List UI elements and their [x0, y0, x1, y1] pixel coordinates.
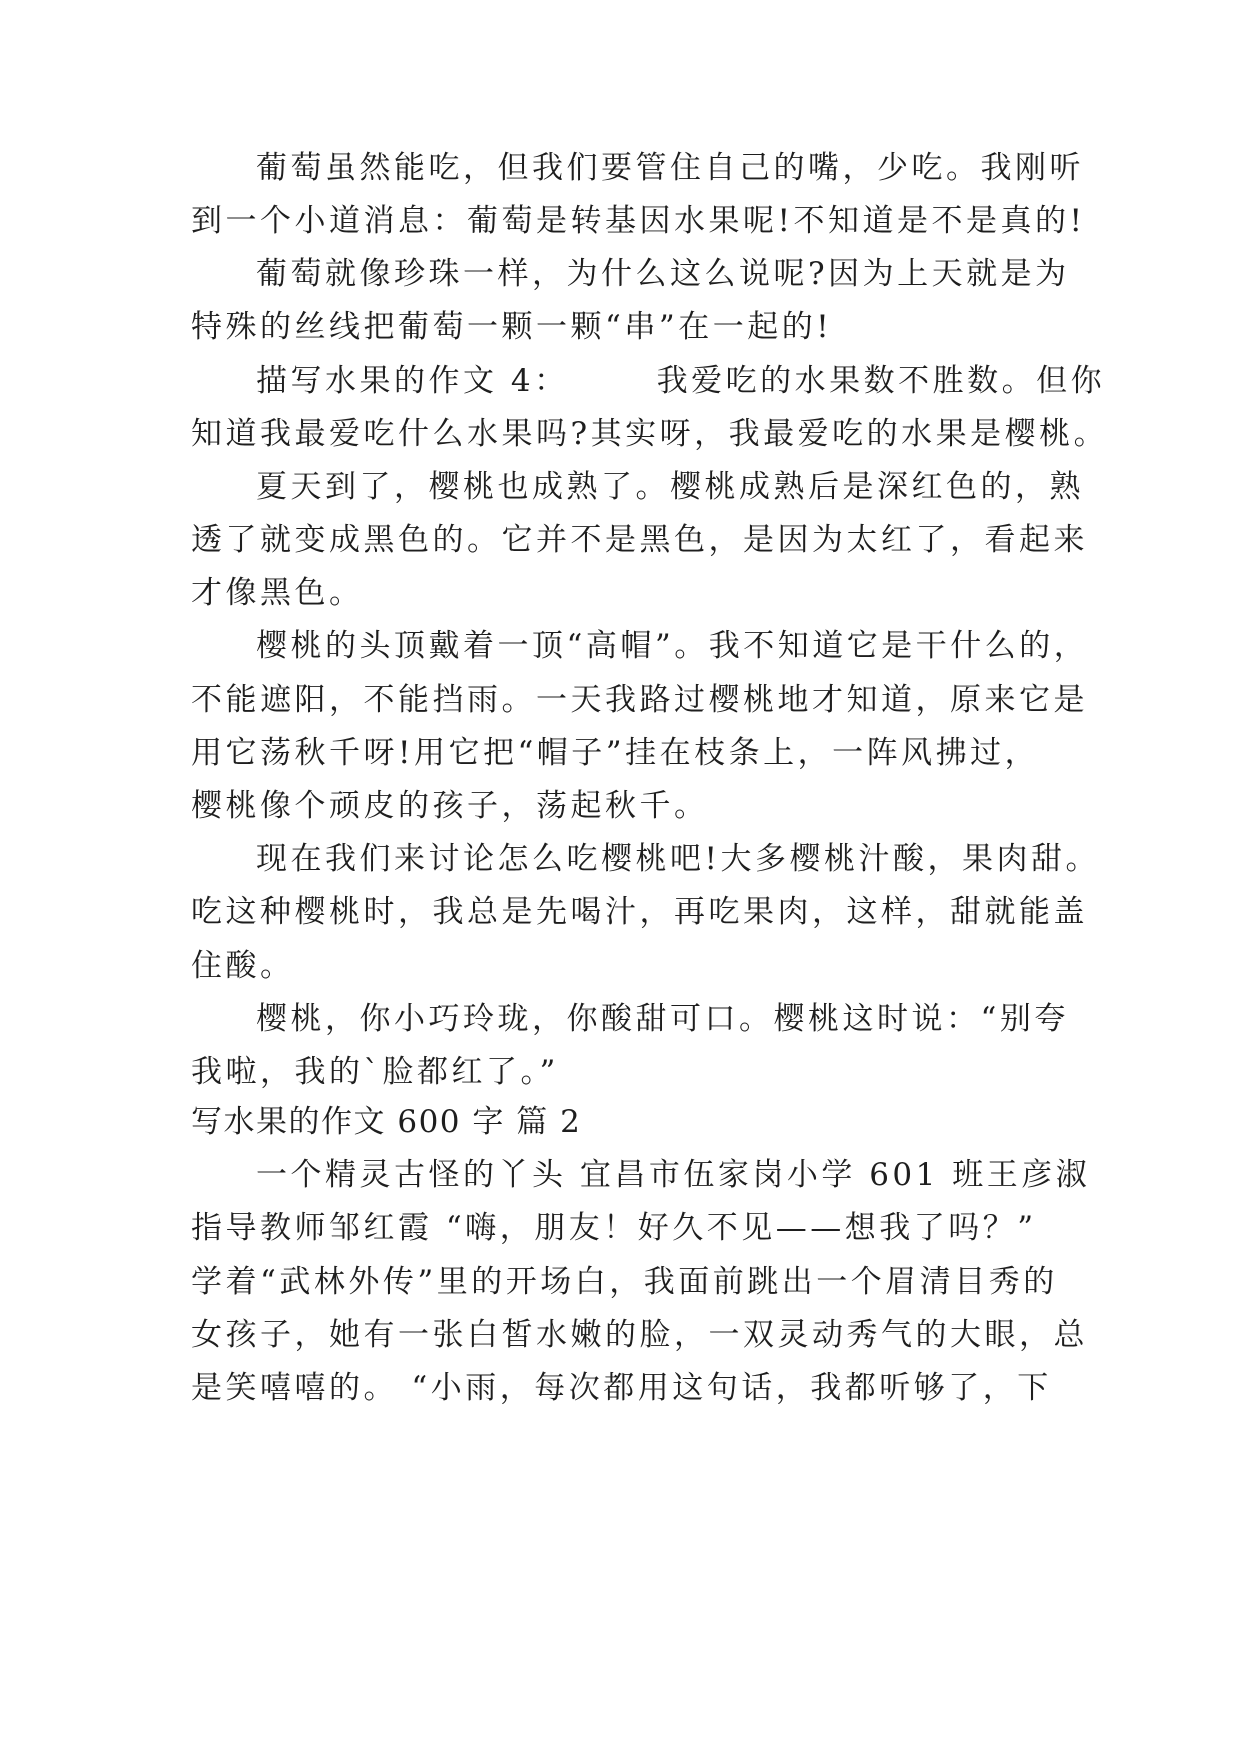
text-line: 夏天到了，樱桃也成熟了。樱桃成熟后是深红色的，熟 [256, 469, 1084, 505]
text-line: 学着“武林外传”里的开场白，我面前跳出一个眉清目秀的 [191, 1264, 1058, 1300]
text-line: 描写水果的作文 4： 我爱吃的水果数不胜数。但你 [256, 363, 1106, 399]
text-line: 我啦，我的`脸都红了。” [191, 1054, 559, 1090]
text-line: 指导教师邹红霞 “嗨，朋友！好久不见——想我了吗？” [191, 1210, 1037, 1246]
text-line: 樱桃像个顽皮的孩子，荡起秋千。 [191, 788, 709, 824]
text-line: 是笑嘻嘻的。 “小雨，每次都用这句话，我都听够了，下 [191, 1370, 1052, 1406]
text-line: 到一个小道消息：葡萄是转基因水果呢!不知道是不是真的! [191, 203, 1086, 239]
text-line: 葡萄虽然能吃，但我们要管住自己的嘴，少吃。我刚听 [256, 150, 1084, 186]
text-line: 一个精灵古怪的丫头 宜昌市伍家岗小学 601 班王彦淑 [256, 1157, 1091, 1193]
text-line: 特殊的丝线把葡萄一颗一颗“串”在一起的! [191, 309, 833, 345]
text-line: 透了就变成黑色的。它并不是黑色，是因为太红了，看起来 [191, 522, 1088, 558]
text-line: 樱桃，你小巧玲珑，你酸甜可口。樱桃这时说：“别夸 [256, 1001, 1069, 1037]
text-line: 樱桃的头顶戴着一顶“高帽”。我不知道它是干什么的， [256, 628, 1089, 664]
text-line: 不能遮阳，不能挡雨。一天我路过樱桃地才知道，原来它是 [191, 682, 1088, 718]
text-line: 吃这种樱桃时，我总是先喝汁，再吃果肉，这样，甜就能盖 [191, 894, 1088, 930]
text-line: 知道我最爱吃什么水果吗?其实呀，我最爱吃的水果是樱桃。 [191, 416, 1109, 452]
text-line: 住酸。 [191, 948, 295, 984]
text-line: 女孩子，她有一张白皙水嫩的脸，一双灵动秀气的大眼，总 [191, 1317, 1088, 1353]
text-line: 用它荡秋千呀!用它把“帽子”挂在枝条上，一阵风拂过， [191, 735, 1040, 771]
text-line: 现在我们来讨论怎么吃樱桃吧!大多樱桃汁酸，果肉甜。 [256, 841, 1100, 877]
section-heading: 写水果的作文 600 字 篇 2 [191, 1104, 582, 1140]
text-line: 才像黑色。 [191, 575, 364, 611]
text-line: 葡萄就像珍珠一样，为什么这么说呢?因为上天就是为 [256, 256, 1070, 292]
